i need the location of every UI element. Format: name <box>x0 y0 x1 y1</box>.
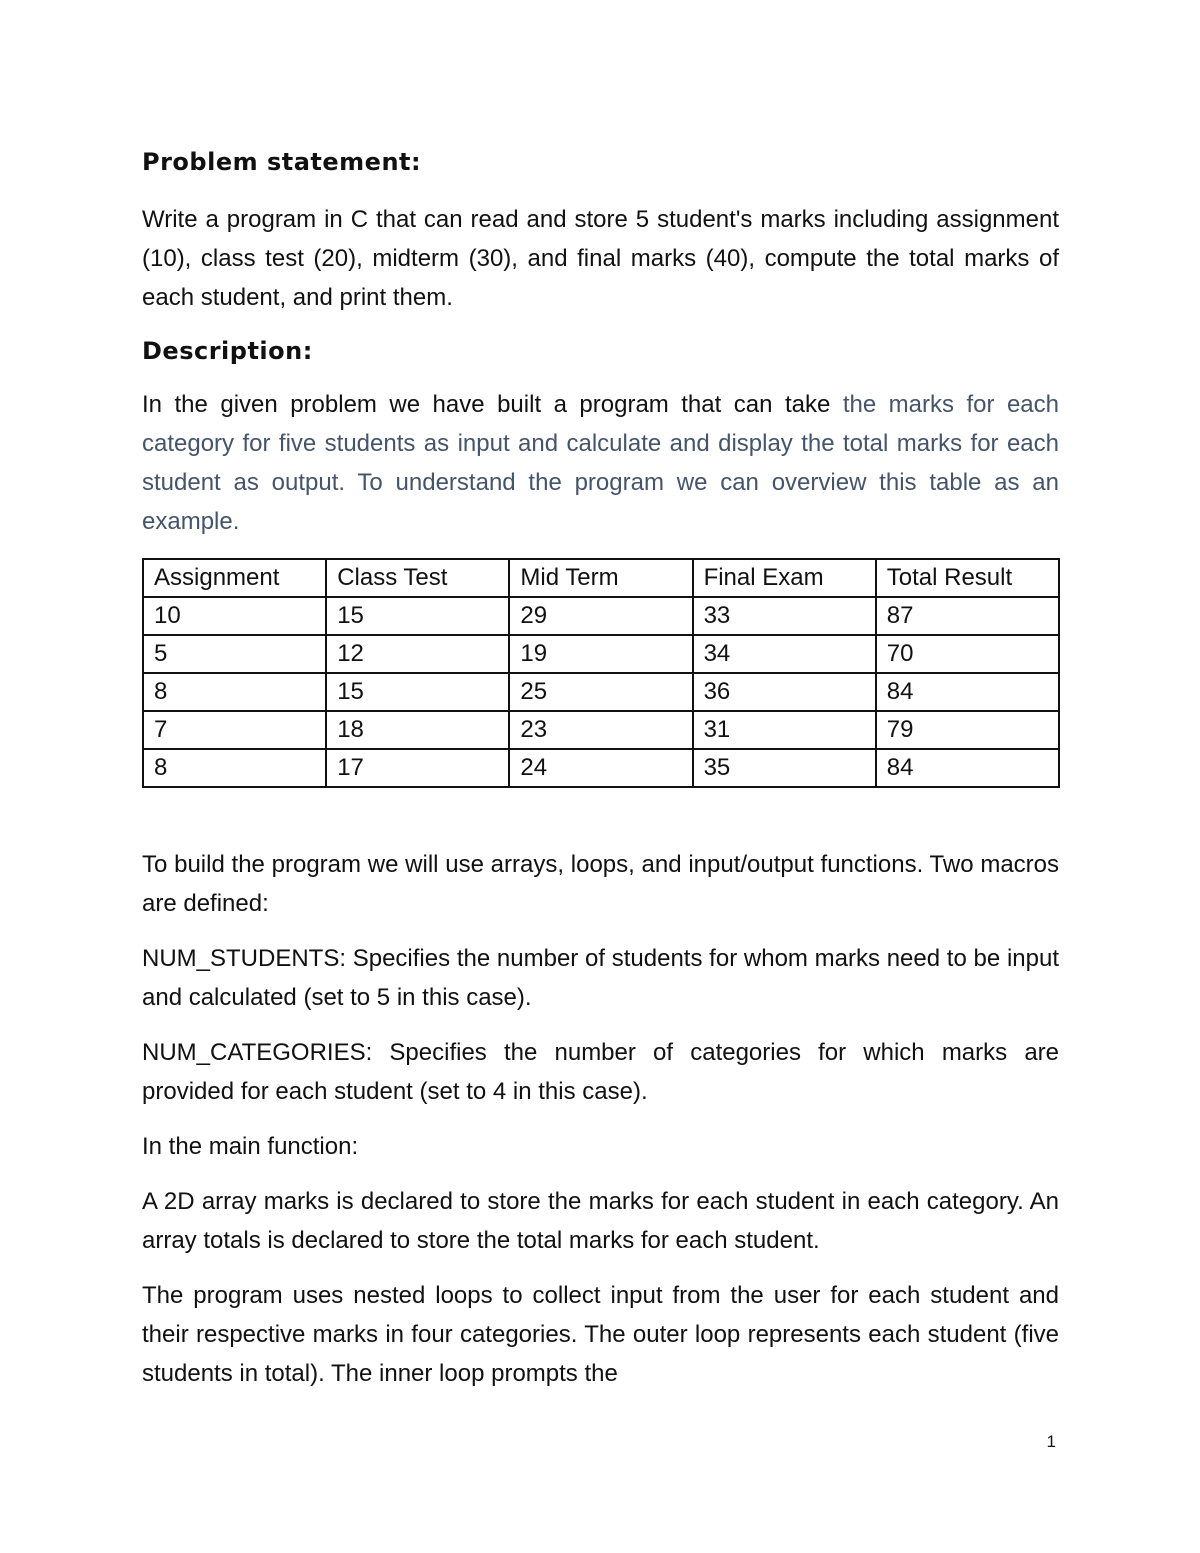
table-cell: 84 <box>876 673 1059 711</box>
header-total-result: Total Result <box>876 559 1059 597</box>
description-heading: Description: <box>142 337 313 365</box>
header-class-test: Class Test <box>326 559 509 597</box>
header-assignment: Assignment <box>143 559 326 597</box>
body-paragraph-num-categories: NUM_CATEGORIES: Specifies the number of categories for which marks are provided for each student (set to 4 in this case). <box>142 1039 1059 1105</box>
table-cell: 84 <box>876 749 1059 787</box>
table-cell: 15 <box>326 673 509 711</box>
table-header-row <box>143 559 1059 597</box>
problem-statement-text: Write a program in C that can read and store 5 student's marks including assignment (10), class test (20), midterm (30), and final marks (40), compute the total marks of each student, and print them. <box>142 206 1059 311</box>
table-cell: 79 <box>876 711 1059 749</box>
table-cell: 17 <box>326 749 509 787</box>
body-paragraph-2d-array: A 2D array marks is declared to store the marks for each student in each category. An array totals is declared to store the total marks for each student. <box>142 1188 1059 1254</box>
document-page <box>142 140 1059 1393</box>
description-text-plain: In the given problem we have built a program that can take <box>142 391 843 418</box>
table-cell: 35 <box>693 749 876 787</box>
table-cell: 5 <box>143 635 326 673</box>
page-number: 1 <box>1046 1432 1056 1451</box>
table-row <box>143 597 1059 635</box>
description-text-colored: the marks for each category for five students as input and calculate and display the total marks for each student as output. To understand the program we can overview this table as an example. <box>142 391 1060 535</box>
body-paragraph-arrays: To build the program we will use arrays, loops, and input/output functions. Two macros are defined: <box>142 851 1059 917</box>
header-final-exam: Final Exam <box>693 559 876 597</box>
table-row <box>143 749 1059 787</box>
table-cell: 24 <box>509 749 692 787</box>
table-cell: 12 <box>326 635 509 673</box>
header-mid-term: Mid Term <box>509 559 692 597</box>
table-cell: 25 <box>509 673 692 711</box>
table-cell: 8 <box>143 673 326 711</box>
table-cell: 8 <box>143 749 326 787</box>
body-paragraph-main-function: In the main function: <box>142 1133 359 1160</box>
table-cell: 36 <box>693 673 876 711</box>
table-cell: 23 <box>509 711 692 749</box>
marks-table <box>142 558 1060 788</box>
problem-statement-heading: Problem statement: <box>142 148 422 176</box>
table-cell: 18 <box>326 711 509 749</box>
table-cell: 87 <box>876 597 1059 635</box>
body-paragraph-num-students: NUM_STUDENTS: Specifies the number of students for whom marks need to be input and calculated (set to 5 in this case). <box>142 945 1059 1011</box>
table-row <box>143 673 1059 711</box>
table-cell: 70 <box>876 635 1059 673</box>
table-row <box>143 635 1059 673</box>
description-text <box>142 385 1059 541</box>
table-cell: 34 <box>693 635 876 673</box>
table-row <box>143 711 1059 749</box>
table-cell: 15 <box>326 597 509 635</box>
table-cell: 19 <box>509 635 692 673</box>
table-cell: 31 <box>693 711 876 749</box>
table-cell: 33 <box>693 597 876 635</box>
table-cell: 29 <box>509 597 692 635</box>
table-cell: 10 <box>143 597 326 635</box>
body-paragraph-nested-loops: The program uses nested loops to collect input from the user for each student and their respective marks in four categories. The outer loop represents each student (five students in total). The inner loop prompts the <box>142 1282 1059 1387</box>
table-cell: 7 <box>143 711 326 749</box>
